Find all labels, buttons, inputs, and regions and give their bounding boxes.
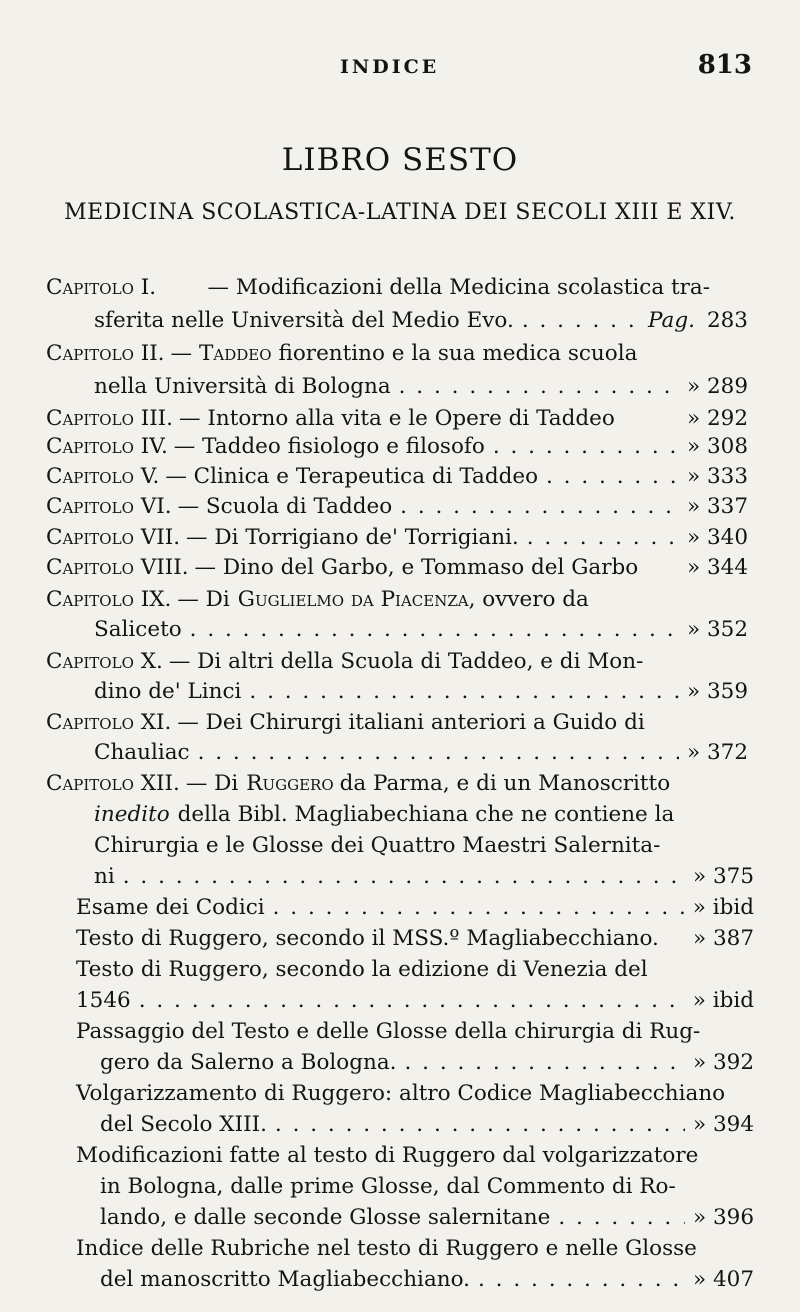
page-ref: » 308 xyxy=(686,434,748,459)
dot-leader xyxy=(405,1048,685,1078)
toc-subentry-2 xyxy=(76,924,754,954)
page-ref: » 372 xyxy=(686,740,748,765)
toc-entry-chapter-11-cont xyxy=(94,738,748,768)
chapter-title-cont: Chauliac xyxy=(94,740,190,765)
toc-subentry-4-cont xyxy=(100,1048,754,1078)
dot-leader xyxy=(198,738,679,768)
toc-entry-chapter-9-cont xyxy=(94,615,748,645)
chapter-label: Capitolo VI. xyxy=(46,494,172,519)
dot-leader xyxy=(249,677,679,707)
page-ref: » 396 xyxy=(692,1205,754,1230)
running-head-title: INDICE xyxy=(340,56,440,78)
toc-entry-chapter-2-cont xyxy=(94,372,748,402)
page-ref: » 292 xyxy=(686,406,748,431)
subentry-title: Testo di Ruggero, secondo il MSS.º Magliabecchiano. xyxy=(76,926,659,951)
chapter-label: Capitolo VII. xyxy=(46,525,181,550)
chapter-title-cont: della Bibl. Magliabechiana che ne contiene la xyxy=(177,802,675,827)
dot-leader xyxy=(190,615,679,645)
chapter-dash: — Di xyxy=(185,771,239,796)
page-ref: » 394 xyxy=(692,1112,754,1137)
chapter-title-cont: dino de' Linci xyxy=(94,679,242,704)
toc-subentry-6-cont-1 xyxy=(100,1172,708,1202)
chapter-title: fiorentino e la sua medica scuola xyxy=(278,341,638,366)
toc-entry-chapter-1-cont xyxy=(94,306,748,336)
chapter-name: Taddeo xyxy=(199,341,272,366)
toc-entry-chapter-12-cont-3 xyxy=(94,862,754,892)
dot-leader xyxy=(478,1265,685,1295)
subentry-title: Testo di Ruggero, secondo la edizione di Venezia del xyxy=(76,957,648,982)
toc-subentry-6-cont-2 xyxy=(100,1203,754,1233)
subentry-title: Volgarizzamento di Ruggero: altro Codice Magliabecchiano xyxy=(76,1081,726,1106)
toc-subentry-6 xyxy=(76,1141,754,1171)
toc-entry-chapter-10 xyxy=(46,647,698,677)
chapter-label: Capitolo IV. xyxy=(46,434,168,459)
dot-leader xyxy=(558,1203,685,1233)
toc-entry-chapter-6 xyxy=(46,492,748,522)
subentry-title: Indice delle Rubriche nel testo di Ruggero e nelle Glosse xyxy=(76,1236,697,1261)
page-ref: » 359 xyxy=(686,679,748,704)
subentry-title-cont: del manoscritto Magliabecchiano. xyxy=(100,1267,471,1292)
chapter-label: Capitolo X. xyxy=(46,649,163,674)
subentry-title: Passaggio del Testo e delle Glosse della chirurgia di Rug- xyxy=(76,1019,701,1044)
chapter-title: — Di altri della Scuola di Taddeo, e di Mon- xyxy=(168,649,644,674)
chapter-title: — Di Torrigiano de' Torrigiani. xyxy=(186,525,519,550)
dot-leader xyxy=(546,462,679,492)
chapter-name: Ruggero xyxy=(246,771,334,796)
subentry-title: Modificazioni fatte al testo di Ruggero dal volgarizzatore xyxy=(76,1143,699,1168)
dot-leader xyxy=(273,893,685,923)
toc-subentry-7 xyxy=(76,1234,754,1264)
toc-entry-chapter-8 xyxy=(46,553,748,583)
page-prefix: Pag. xyxy=(648,308,695,333)
toc-subentry-1 xyxy=(76,893,754,923)
dot-leader xyxy=(527,523,679,553)
page-ref: » ibid xyxy=(692,988,754,1013)
chapter-title-cont: sferita nelle Università del Medio Evo. xyxy=(94,308,514,333)
chapter-label: Capitolo V. xyxy=(46,464,160,489)
toc-entry-chapter-4 xyxy=(46,432,748,462)
dot-leader xyxy=(399,372,679,402)
toc-entry-chapter-2 xyxy=(46,339,710,369)
toc-entry-chapter-12-cont-2 xyxy=(94,831,700,861)
chapter-title: , ovvero da xyxy=(468,587,589,612)
subentry-title: Esame dei Codici xyxy=(76,895,265,920)
toc-entry-chapter-12-cont-1 xyxy=(94,800,700,830)
page-ref: 283 xyxy=(706,308,748,333)
chapter-title-cont: nella Università di Bologna xyxy=(94,374,391,399)
toc-subentry-3 xyxy=(76,955,754,985)
page-ref: » 407 xyxy=(692,1267,754,1292)
chapter-label: Capitolo XII. xyxy=(46,771,180,796)
chapter-title: — Scuola di Taddeo xyxy=(177,494,393,519)
chapter-title: — Dino del Garbo, e Tommaso del Garbo xyxy=(194,555,639,580)
dot-leader xyxy=(139,986,685,1016)
toc-subentry-5 xyxy=(76,1079,754,1109)
page-number: 813 xyxy=(697,50,752,80)
subentry-title-cont: del Secolo XIII. xyxy=(100,1112,267,1137)
toc-entry-chapter-1 xyxy=(46,273,710,303)
dot-leader xyxy=(493,432,679,462)
chapter-title: — Modificazioni della Medicina scolastica tra- xyxy=(207,275,710,300)
toc-entry-chapter-9 xyxy=(46,585,696,615)
chapter-title: — Clinica e Terapeutica di Taddeo xyxy=(165,464,539,489)
chapter-title-cont: Chirurgia e le Glosse dei Quattro Maestri Salernita- xyxy=(94,833,661,858)
chapter-title: da Parma, e di un Manoscritto xyxy=(339,771,671,796)
toc-entry-chapter-3 xyxy=(46,404,748,434)
subentry-title-cont: in Bologna, dalle prime Glosse, dal Commento di Ro- xyxy=(100,1174,676,1199)
toc-entry-chapter-12 xyxy=(46,769,700,799)
toc-entry-chapter-10-cont xyxy=(94,677,748,707)
chapter-title-cont: Saliceto xyxy=(94,617,182,642)
chapter-dash: — Di xyxy=(177,587,230,612)
page-ref: » 352 xyxy=(686,617,748,642)
page-ref: » 375 xyxy=(692,864,754,889)
page-ref: » 333 xyxy=(686,464,748,489)
toc-subentry-5-cont xyxy=(100,1110,754,1140)
subentry-title-cont: gero da Salerno a Bologna. xyxy=(100,1050,397,1075)
chapter-title: — Taddeo fisiologo e filosofo xyxy=(173,434,485,459)
subentry-title-cont: lando, e dalle seconde Glosse salernitane xyxy=(100,1205,551,1230)
dot-leader xyxy=(123,862,685,892)
chapter-name: Guglielmo da Piacenza xyxy=(237,587,469,612)
chapter-title-cont: ni xyxy=(94,864,115,889)
chapter-label: Capitolo II. xyxy=(46,341,165,366)
toc-entry-chapter-11 xyxy=(46,708,698,738)
toc-subentry-4 xyxy=(76,1017,754,1047)
chapter-title: — Dei Chirurgi italiani anteriori a Guido di xyxy=(177,710,645,735)
chapter-title: — Intorno alla vita e le Opere di Taddeo xyxy=(179,406,615,431)
subentry-title-cont: 1546 xyxy=(76,988,131,1013)
chapter-label: Capitolo IX. xyxy=(46,587,172,612)
book-title: LIBRO SESTO xyxy=(281,142,519,178)
dot-leader xyxy=(522,306,640,336)
page-ref: » 344 xyxy=(686,555,748,580)
dot-leader xyxy=(275,1110,685,1140)
toc-entry-chapter-7 xyxy=(46,523,748,553)
page-ref: » ibid xyxy=(692,895,754,920)
toc-subentry-3-cont xyxy=(76,986,754,1016)
chapter-dash: — xyxy=(170,341,193,366)
dot-leader xyxy=(400,492,679,522)
page-ref: » 289 xyxy=(686,374,748,399)
page-ref: » 340 xyxy=(686,525,748,550)
chapter-title-italic: inedito xyxy=(94,802,170,827)
page-ref: » 387 xyxy=(692,926,754,951)
chapter-label: Capitolo I. xyxy=(46,275,157,300)
chapter-label: Capitolo VIII. xyxy=(46,555,189,580)
toc-subentry-7-cont xyxy=(100,1265,754,1295)
toc-entry-chapter-5 xyxy=(46,462,748,492)
page-ref: » 392 xyxy=(692,1050,754,1075)
chapter-label: Capitolo XI. xyxy=(46,710,172,735)
section-title: MEDICINA SCOLASTICA-LATINA DEI SECOLI XIII E XIV. xyxy=(64,200,736,225)
page-ref: » 337 xyxy=(686,494,748,519)
chapter-label: Capitolo III. xyxy=(46,406,174,431)
